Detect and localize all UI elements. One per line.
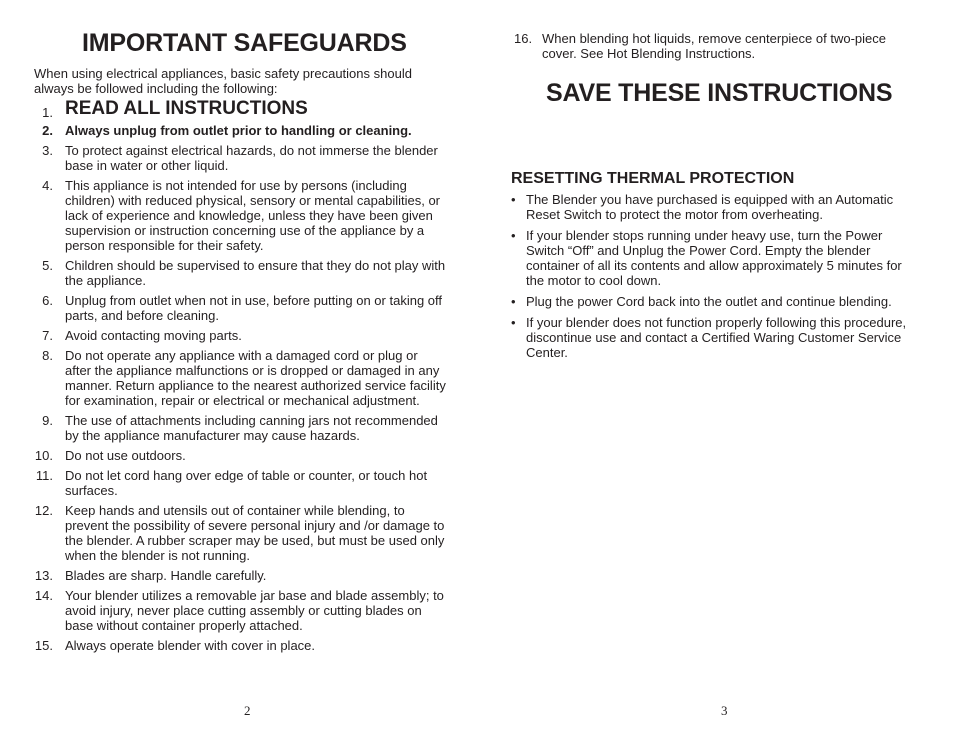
- list-item: [34, 98, 446, 120]
- list-item: [511, 31, 911, 61]
- list-item: [34, 348, 446, 408]
- item-number: 11.: [35, 468, 53, 483]
- bullet-icon: •: [511, 315, 516, 330]
- item-text: Unplug from outlet when not in use, before putting on or taking off parts, and before cleaning.: [65, 293, 442, 323]
- item-text: When blending hot liquids, remove centerpiece of two-piece cover. See Hot Blending Instructions.: [542, 31, 886, 61]
- section-heading: RESETTING THERMAL PROTECTION: [511, 170, 795, 187]
- page-title-safeguards: IMPORTANT SAFEGUARDS: [82, 29, 407, 57]
- item-number: 6.: [42, 293, 53, 308]
- item-text: Do not let cord hang over edge of table or counter, or touch hot surfaces.: [65, 468, 428, 498]
- list-item: [34, 328, 446, 343]
- item-number: 12.: [34, 503, 53, 518]
- intro-text: When using electrical appliances, basic safety precautions should always be followed including the following:: [34, 66, 412, 96]
- item-text: Keep hands and utensils out of container while blending, to prevent the possibility of severe personal injury and /or damage to the blender. A rubber scraper may be used, but must be used only when the blender is not running.: [65, 503, 445, 563]
- item-text: Do not use outdoors.: [65, 448, 186, 463]
- list-item: [34, 638, 446, 653]
- bullet-icon: •: [511, 294, 516, 309]
- page-title-save-instructions: SAVE THESE INSTRUCTIONS: [546, 79, 893, 107]
- thermal-protection-list: [511, 192, 921, 366]
- item-number: 4.: [42, 178, 53, 193]
- item-text: READ ALL INSTRUCTIONS: [65, 98, 308, 119]
- item-number: 3.: [42, 143, 53, 158]
- bullet-item: [511, 294, 921, 309]
- list-item: [34, 123, 446, 138]
- item-text: Avoid contacting moving parts.: [65, 328, 242, 343]
- list-item: [34, 588, 446, 633]
- bullet-text: Plug the power Cord back into the outlet and continue blending.: [526, 294, 892, 309]
- list-item: [34, 448, 446, 463]
- item-number: 10.: [34, 448, 53, 463]
- list-item: [34, 143, 446, 173]
- right-page: [511, 0, 921, 738]
- item-number: 1.: [42, 105, 53, 120]
- item-number: 8.: [42, 348, 53, 363]
- item-number: 16.: [514, 31, 533, 46]
- item-number: 2.: [42, 123, 53, 138]
- page-number: 3: [721, 703, 728, 718]
- list-item: [34, 258, 446, 288]
- bullet-text: The Blender you have purchased is equipped with an Automatic Reset Switch to protect the motor from overheating.: [526, 192, 894, 222]
- item-text: Children should be supervised to ensure that they do not play with the appliance.: [65, 258, 446, 288]
- page-number: 2: [244, 703, 251, 718]
- item-text: The use of attachments including canning jars not recommended by the appliance manufacturer may cause hazards.: [65, 413, 438, 443]
- item-number: 9.: [42, 413, 53, 428]
- list-item: [34, 568, 446, 583]
- item-text: Always unplug from outlet prior to handling or cleaning.: [65, 123, 412, 138]
- bullet-icon: •: [511, 192, 516, 207]
- list-item: [34, 178, 446, 253]
- item-text: Do not operate any appliance with a damaged cord or plug or after the appliance malfunctions or is dropped or damaged in any manner. Return appliance to the nearest authorized service facility for examination, repair or electrical or mechanical adjustment.: [65, 348, 446, 408]
- safeguards-list: [34, 98, 446, 658]
- item-number: 15.: [34, 638, 53, 653]
- list-item: [34, 413, 446, 443]
- item-text: Always operate blender with cover in place.: [65, 638, 316, 653]
- item-number: 7.: [42, 328, 53, 343]
- bullet-icon: •: [511, 228, 516, 243]
- bullet-text: If your blender stops running under heavy use, turn the Power Switch “Off” and Unplug the Power Cord. Empty the blender container of all its contents and allow approximately 5 minutes for the motor to cool down.: [526, 228, 902, 288]
- bullet-text: If your blender does not function properly following this procedure, discontinue use and contact a Certified Waring Customer Service Center.: [526, 315, 907, 360]
- bullet-item: [511, 192, 921, 222]
- list-item: [34, 503, 446, 563]
- bullet-item: [511, 315, 921, 360]
- item-text: This appliance is not intended for use by persons (including children) with reduced physical, sensory or mental capabilities, or lack of experience and knowledge, unless they have been given supervision or instruction concerning use of the appliance by a person responsible for their safety.: [65, 178, 441, 253]
- item-number: 14.: [34, 588, 53, 603]
- left-page: [34, 0, 446, 738]
- item-text: To protect against electrical hazards, do not immerse the blender base in water or other liquid.: [65, 143, 438, 173]
- bullet-item: [511, 228, 921, 288]
- list-item: [34, 468, 446, 498]
- item-number: 13.: [34, 568, 53, 583]
- item-text: Your blender utilizes a removable jar base and blade assembly; to avoid injury, never place cutting assembly or cutting blades on base without container properly attached.: [65, 588, 444, 633]
- list-item: [34, 293, 446, 323]
- item-text: Blades are sharp. Handle carefully.: [65, 568, 267, 583]
- item-number: 5.: [42, 258, 53, 273]
